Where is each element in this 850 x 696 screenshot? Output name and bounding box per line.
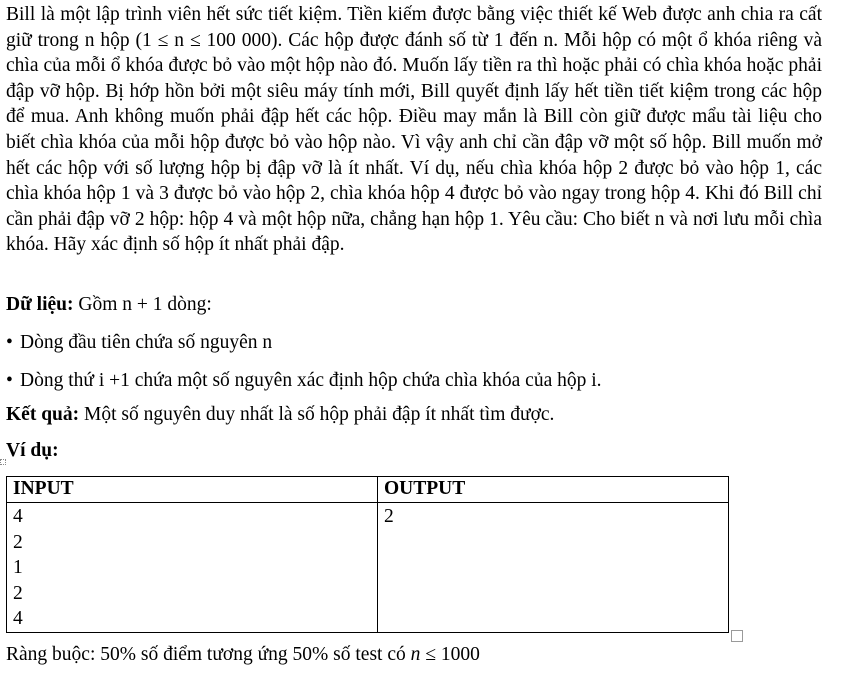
- bullet-text-2: Dòng thứ i +1 chứa một số nguyên xác định hộp chứa chìa khóa của hộp i.: [20, 370, 602, 391]
- table-resize-handle-icon[interactable]: [731, 630, 743, 642]
- table-row: [7, 503, 729, 633]
- example-table: [6, 476, 729, 633]
- input-line: 4: [13, 506, 23, 527]
- anchor-marker-icon: [0, 459, 6, 465]
- bullet-item-1: [6, 332, 272, 354]
- example-heading: Ví dụ:: [6, 440, 59, 461]
- input-spec-text: Gồm n + 1 dòng:: [73, 294, 212, 315]
- input-line: 2: [13, 582, 23, 604]
- output-cell: [378, 503, 729, 633]
- input-line: 4: [13, 608, 23, 629]
- footer-variable: n: [410, 644, 421, 665]
- header-output: OUTPUT: [378, 477, 729, 503]
- constraint-footer: [6, 644, 480, 666]
- input-line: 2: [13, 531, 23, 553]
- output-spec-text: Một số nguyên duy nhất là số hộp phải đập ít nhất tìm được.: [79, 404, 555, 425]
- input-cell: [7, 503, 378, 633]
- input-spec: [6, 294, 212, 316]
- statement-text-2: . Các hộp được đánh số từ 1 đến n. Mỗi hộp có một ổ khóa riêng và chìa của mỗi ổ khóa được bỏ vào một hộp nào đó. Muốn lấy tiền ra thì hoặc phải có chìa khóa hoặc phải đập vỡ hộp. Bị hớp hồn bởi một siêu máy tính mới, Bill quyết định lấy hết tiền tiết kiệm trong các hộp để mua. Anh không muốn phải đập hết các hộp. Điều may mắn là Bill còn giữ được mẩu tài liệu cho biết chìa khóa của mỗi hộp được bỏ vào hộp nào. Vì vậy anh chỉ cần đập vỡ một số hộp. Bill muốn mở hết các hộp với số lượng hộp bị đập vỡ là ít nhất. Ví dụ, nếu chìa khóa hộp 2 được bỏ vào hộp 1, các chìa khóa hộp 1 và 3 được bỏ vào hộp 2, chìa khóa hộp 4 được bỏ vào ngay trong hộp 4. Khi đó Bill chỉ cần phải đập vỡ 2 hộp: hộp 4 và một hộp nữa, chẳng hạn hộp 1. Yêu cầu: Cho biết n và nơi lưu mỗi chìa khóa. Hãy xác định số hộp ít nhất phải đập.: [6, 29, 822, 256]
- output-spec: [6, 404, 554, 426]
- bullet-text-1: Dòng đầu tiên chứa số nguyên n: [20, 332, 273, 353]
- n-constraint: (1 ≤ n ≤ 100 000): [135, 29, 278, 51]
- problem-statement: [6, 2, 822, 258]
- output-spec-label: Kết quả:: [6, 404, 80, 425]
- footer-constraint: ≤ 1000: [420, 644, 480, 665]
- input-spec-label: Dữ liệu:: [6, 294, 74, 315]
- header-input: INPUT: [7, 477, 378, 503]
- output-line: 2: [384, 506, 394, 527]
- table-header-row: [7, 477, 729, 503]
- statement-text-1: Bill là một lập trình viên hết sức tiết kiệm. Tiền kiếm được bằng việc thiết kế Web được anh chia ra cất giữ trong n hộp: [6, 4, 822, 51]
- bullet-item-2: [6, 370, 602, 392]
- bullet-icon: •: [6, 332, 13, 353]
- footer-text: Ràng buộc: 50% số điểm tương ứng 50% số test có: [6, 644, 411, 665]
- bullet-icon: •: [6, 370, 13, 391]
- input-line: 1: [13, 557, 23, 578]
